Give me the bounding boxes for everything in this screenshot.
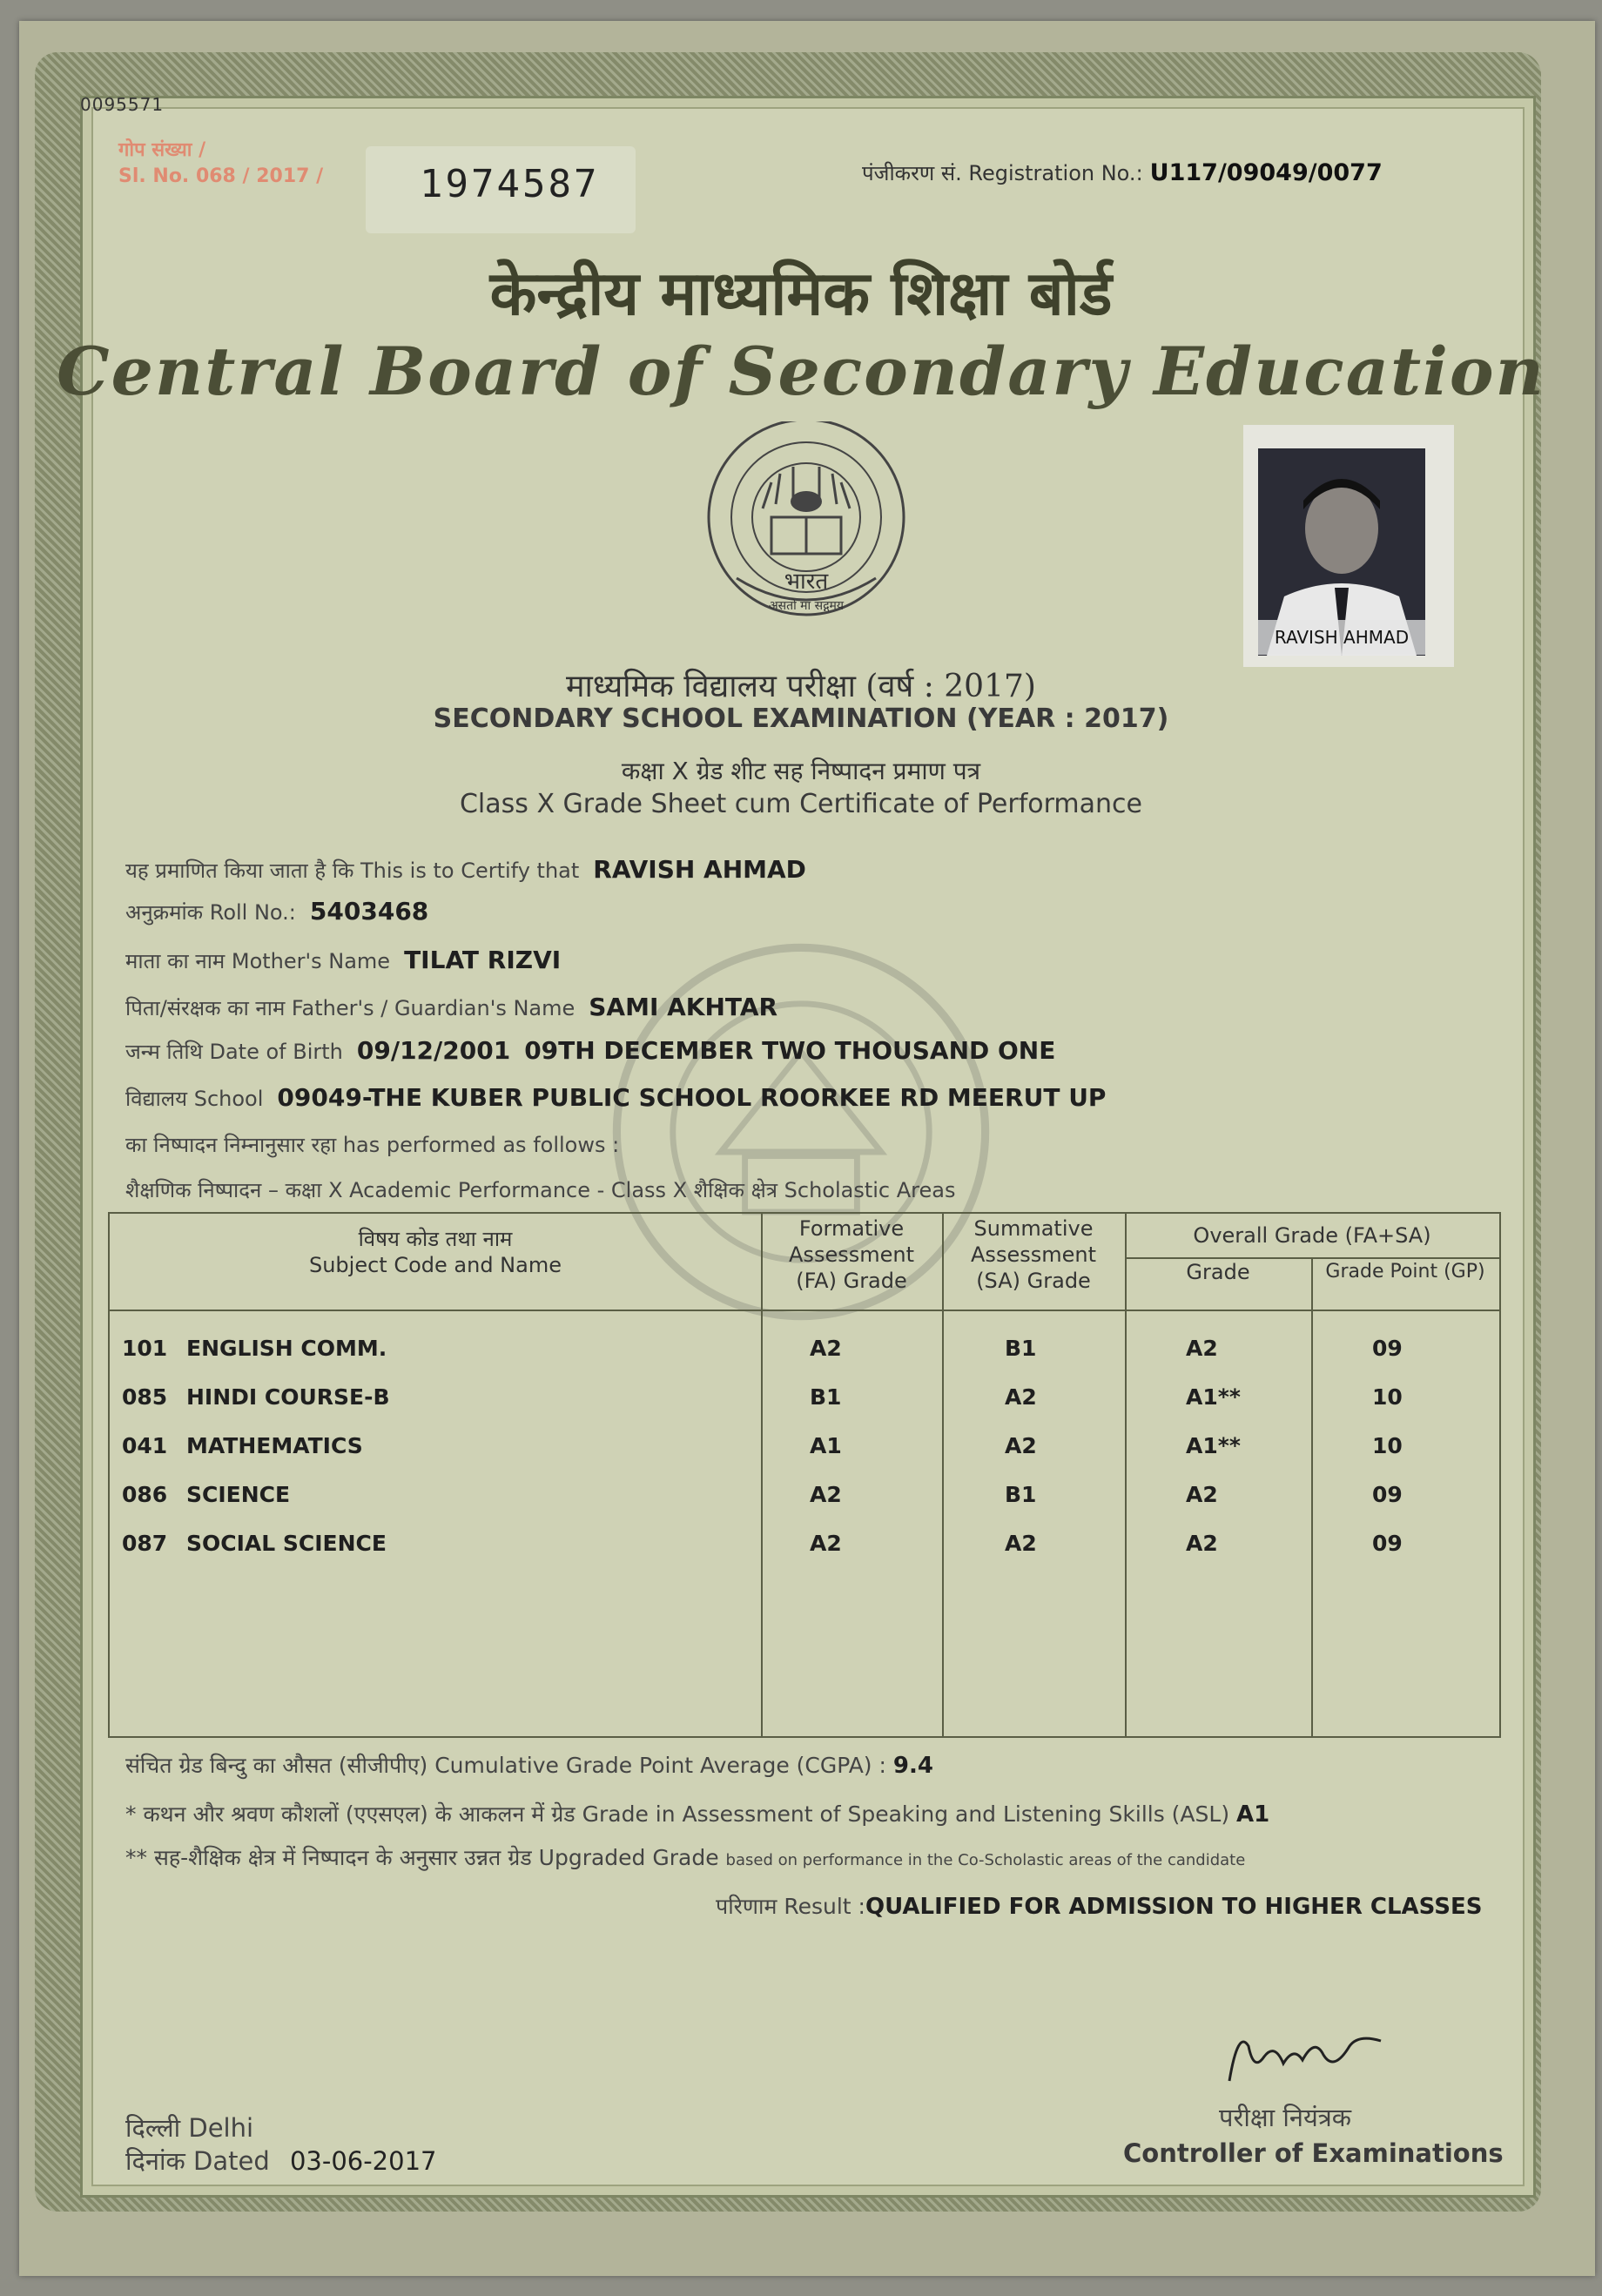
cgpa-value: 9.4 xyxy=(892,1753,933,1779)
cell-fa: A1 xyxy=(810,1433,842,1458)
cell-gp: 09 xyxy=(1372,1482,1403,1507)
asl-line: * कथन और श्रवण कौशलों (एएसएल) के आकलन में ग्रेड Grade in Assessment of Speaking and Listening Skills (ASL) A1 xyxy=(125,1801,1270,1828)
board-title-english: Central Board of Secondary Education xyxy=(57,333,1545,410)
header-gp: Grade Point (GP) xyxy=(1325,1261,1485,1283)
sheet-title-english: Class X Grade Sheet cum Certificate of Performance xyxy=(459,789,1142,819)
header-sa: Summative Assessment (SA) Grade xyxy=(971,1216,1096,1293)
cell-name: MATHEMATICS xyxy=(186,1433,363,1458)
sheet-title-hindi: कक्षा X ग्रेड शीट सह निष्पादन प्रमाण पत्र xyxy=(621,757,981,785)
cell-name: SCIENCE xyxy=(186,1482,291,1507)
serial-number: 0095571 xyxy=(80,94,165,115)
cell-fa: A2 xyxy=(810,1336,842,1361)
father-name: SAMI AKHTAR xyxy=(589,993,778,1021)
controller-english: Controller of Examinations xyxy=(1123,2138,1504,2168)
cgpa-line: संचित ग्रेड बिन्दु का औसत (सीजीपीए) Cumulative Grade Point Average (CGPA) : 9.4 xyxy=(125,1753,933,1779)
dob: 09/12/2001 xyxy=(356,1036,511,1065)
cell-grade: A2 xyxy=(1186,1531,1218,1556)
cell-code: 086 xyxy=(122,1482,168,1507)
cell-gp: 09 xyxy=(1372,1336,1403,1361)
cell-gp: 10 xyxy=(1372,1433,1403,1458)
cell-code: 087 xyxy=(122,1531,168,1556)
cell-sa: A2 xyxy=(1005,1531,1037,1556)
cell-fa: A2 xyxy=(810,1482,842,1507)
cell-grade: A1** xyxy=(1186,1384,1241,1410)
emblem-word: भारत xyxy=(784,569,829,595)
candidate-name-row: यह प्रमाणित किया जाता है कि This is to Certify that RAVISH AHMAD xyxy=(125,855,806,884)
cell-gp: 09 xyxy=(1372,1531,1403,1556)
dob-words: 09TH DECEMBER TWO THOUSAND ONE xyxy=(524,1036,1056,1065)
photo-caption: RAVISH AHMAD xyxy=(1258,620,1425,655)
board-title-hindi: केन्द्रीय माध्यमिक शिक्षा बोर्ड xyxy=(489,257,1113,329)
cell-sa: A2 xyxy=(1005,1433,1037,1458)
cell-gp: 10 xyxy=(1372,1384,1403,1410)
cell-name: ENGLISH COMM. xyxy=(186,1336,387,1361)
dated-value: 03-06-2017 xyxy=(289,2146,437,2176)
mother-name: TILAT RIZVI xyxy=(404,946,562,974)
dob-row: जन्म तिथि Date of Birth 09/12/2001 09TH DECEMBER TWO THOUSAND ONE xyxy=(125,1036,1056,1065)
cell-grade: A2 xyxy=(1186,1482,1218,1507)
cell-code: 101 xyxy=(122,1336,168,1361)
upgrade-note: ** सह-शैक्षिक क्षेत्र में निष्पादन के अनुसार उन्नत ग्रेड Upgraded Grade based on performance in the Co-Scholastic areas of the candidate xyxy=(125,1845,1246,1870)
cbse-emblem-icon xyxy=(702,421,911,630)
cell-fa: A2 xyxy=(810,1531,842,1556)
certificate-number: 1974587 xyxy=(420,162,600,206)
dated-line: दिनांक Dated 03-06-2017 xyxy=(125,2146,437,2176)
place: दिल्ली Delhi xyxy=(125,2113,254,2143)
cell-name: HINDI COURSE-B xyxy=(186,1384,390,1410)
header-fa: Formative Assessment (FA) Grade xyxy=(789,1216,914,1293)
cell-grade: A1** xyxy=(1186,1433,1241,1458)
mother-row: माता का नाम Mother's Name TILAT RIZVI xyxy=(125,946,562,974)
cell-sa: B1 xyxy=(1005,1336,1037,1361)
roll-number: 5403468 xyxy=(309,897,429,926)
cell-fa: B1 xyxy=(810,1384,842,1410)
header-grade: Grade xyxy=(1186,1260,1250,1284)
father-row: पिता/संरक्षक का नाम Father's / Guardian's Name SAMI AKHTAR xyxy=(125,993,778,1021)
result-value: QUALIFIED FOR ADMISSION TO HIGHER CLASSES xyxy=(865,1894,1483,1920)
roll-row: अनुक्रमांक Roll No.: 5403468 xyxy=(125,897,429,926)
cell-grade: A2 xyxy=(1186,1336,1218,1361)
grades-table xyxy=(108,1212,1501,1738)
academic-label: शैक्षणिक निष्पादन – कक्षा X Academic Performance - Class X शैक्षिक क्षेत्र Scholastic Areas xyxy=(125,1178,956,1202)
registration-number: पंजीकरण सं. Registration No.: U117/09049/0077 xyxy=(862,159,1383,186)
cell-sa: B1 xyxy=(1005,1482,1037,1507)
cell-code: 041 xyxy=(122,1433,168,1458)
exam-title-hindi: माध्यमिक विद्यालय परीक्षा (वर्ष : 2017) xyxy=(566,669,1036,704)
header-overall: Overall Grade (FA+SA) xyxy=(1193,1223,1431,1248)
result-line: परिणाम Result :QUALIFIED FOR ADMISSION TO HIGHER CLASSES xyxy=(716,1894,1483,1920)
exam-title-english: SECONDARY SCHOOL EXAMINATION (YEAR : 2017) xyxy=(433,704,1169,734)
school-name: 09049-THE KUBER PUBLIC SCHOOL ROORKEE RD MEERUT UP xyxy=(277,1083,1107,1112)
header-subject: विषय कोड तथा नाम Subject Code and Name xyxy=(308,1227,562,1277)
cell-name: SOCIAL SCIENCE xyxy=(186,1531,387,1556)
school-row: विद्यालय School 09049-THE KUBER PUBLIC SCHOOL ROORKEE RD MEERUT UP xyxy=(125,1083,1107,1112)
sl-number: गोप संख्या / Sl. No. 068 / 2017 / xyxy=(118,139,324,187)
asl-value: A1 xyxy=(1236,1801,1270,1828)
performed-label: का निष्पादन निम्नानुसार रहा has performed as follows : xyxy=(125,1133,620,1157)
candidate-name: RAVISH AHMAD xyxy=(593,855,806,884)
emblem-motto: असतो मा सद्गमय xyxy=(768,599,845,613)
cell-sa: A2 xyxy=(1005,1384,1037,1410)
cell-code: 085 xyxy=(122,1384,168,1410)
controller-signature-icon xyxy=(1219,2020,1393,2090)
controller-hindi: परीक्षा नियंत्रक xyxy=(1219,2103,1352,2132)
